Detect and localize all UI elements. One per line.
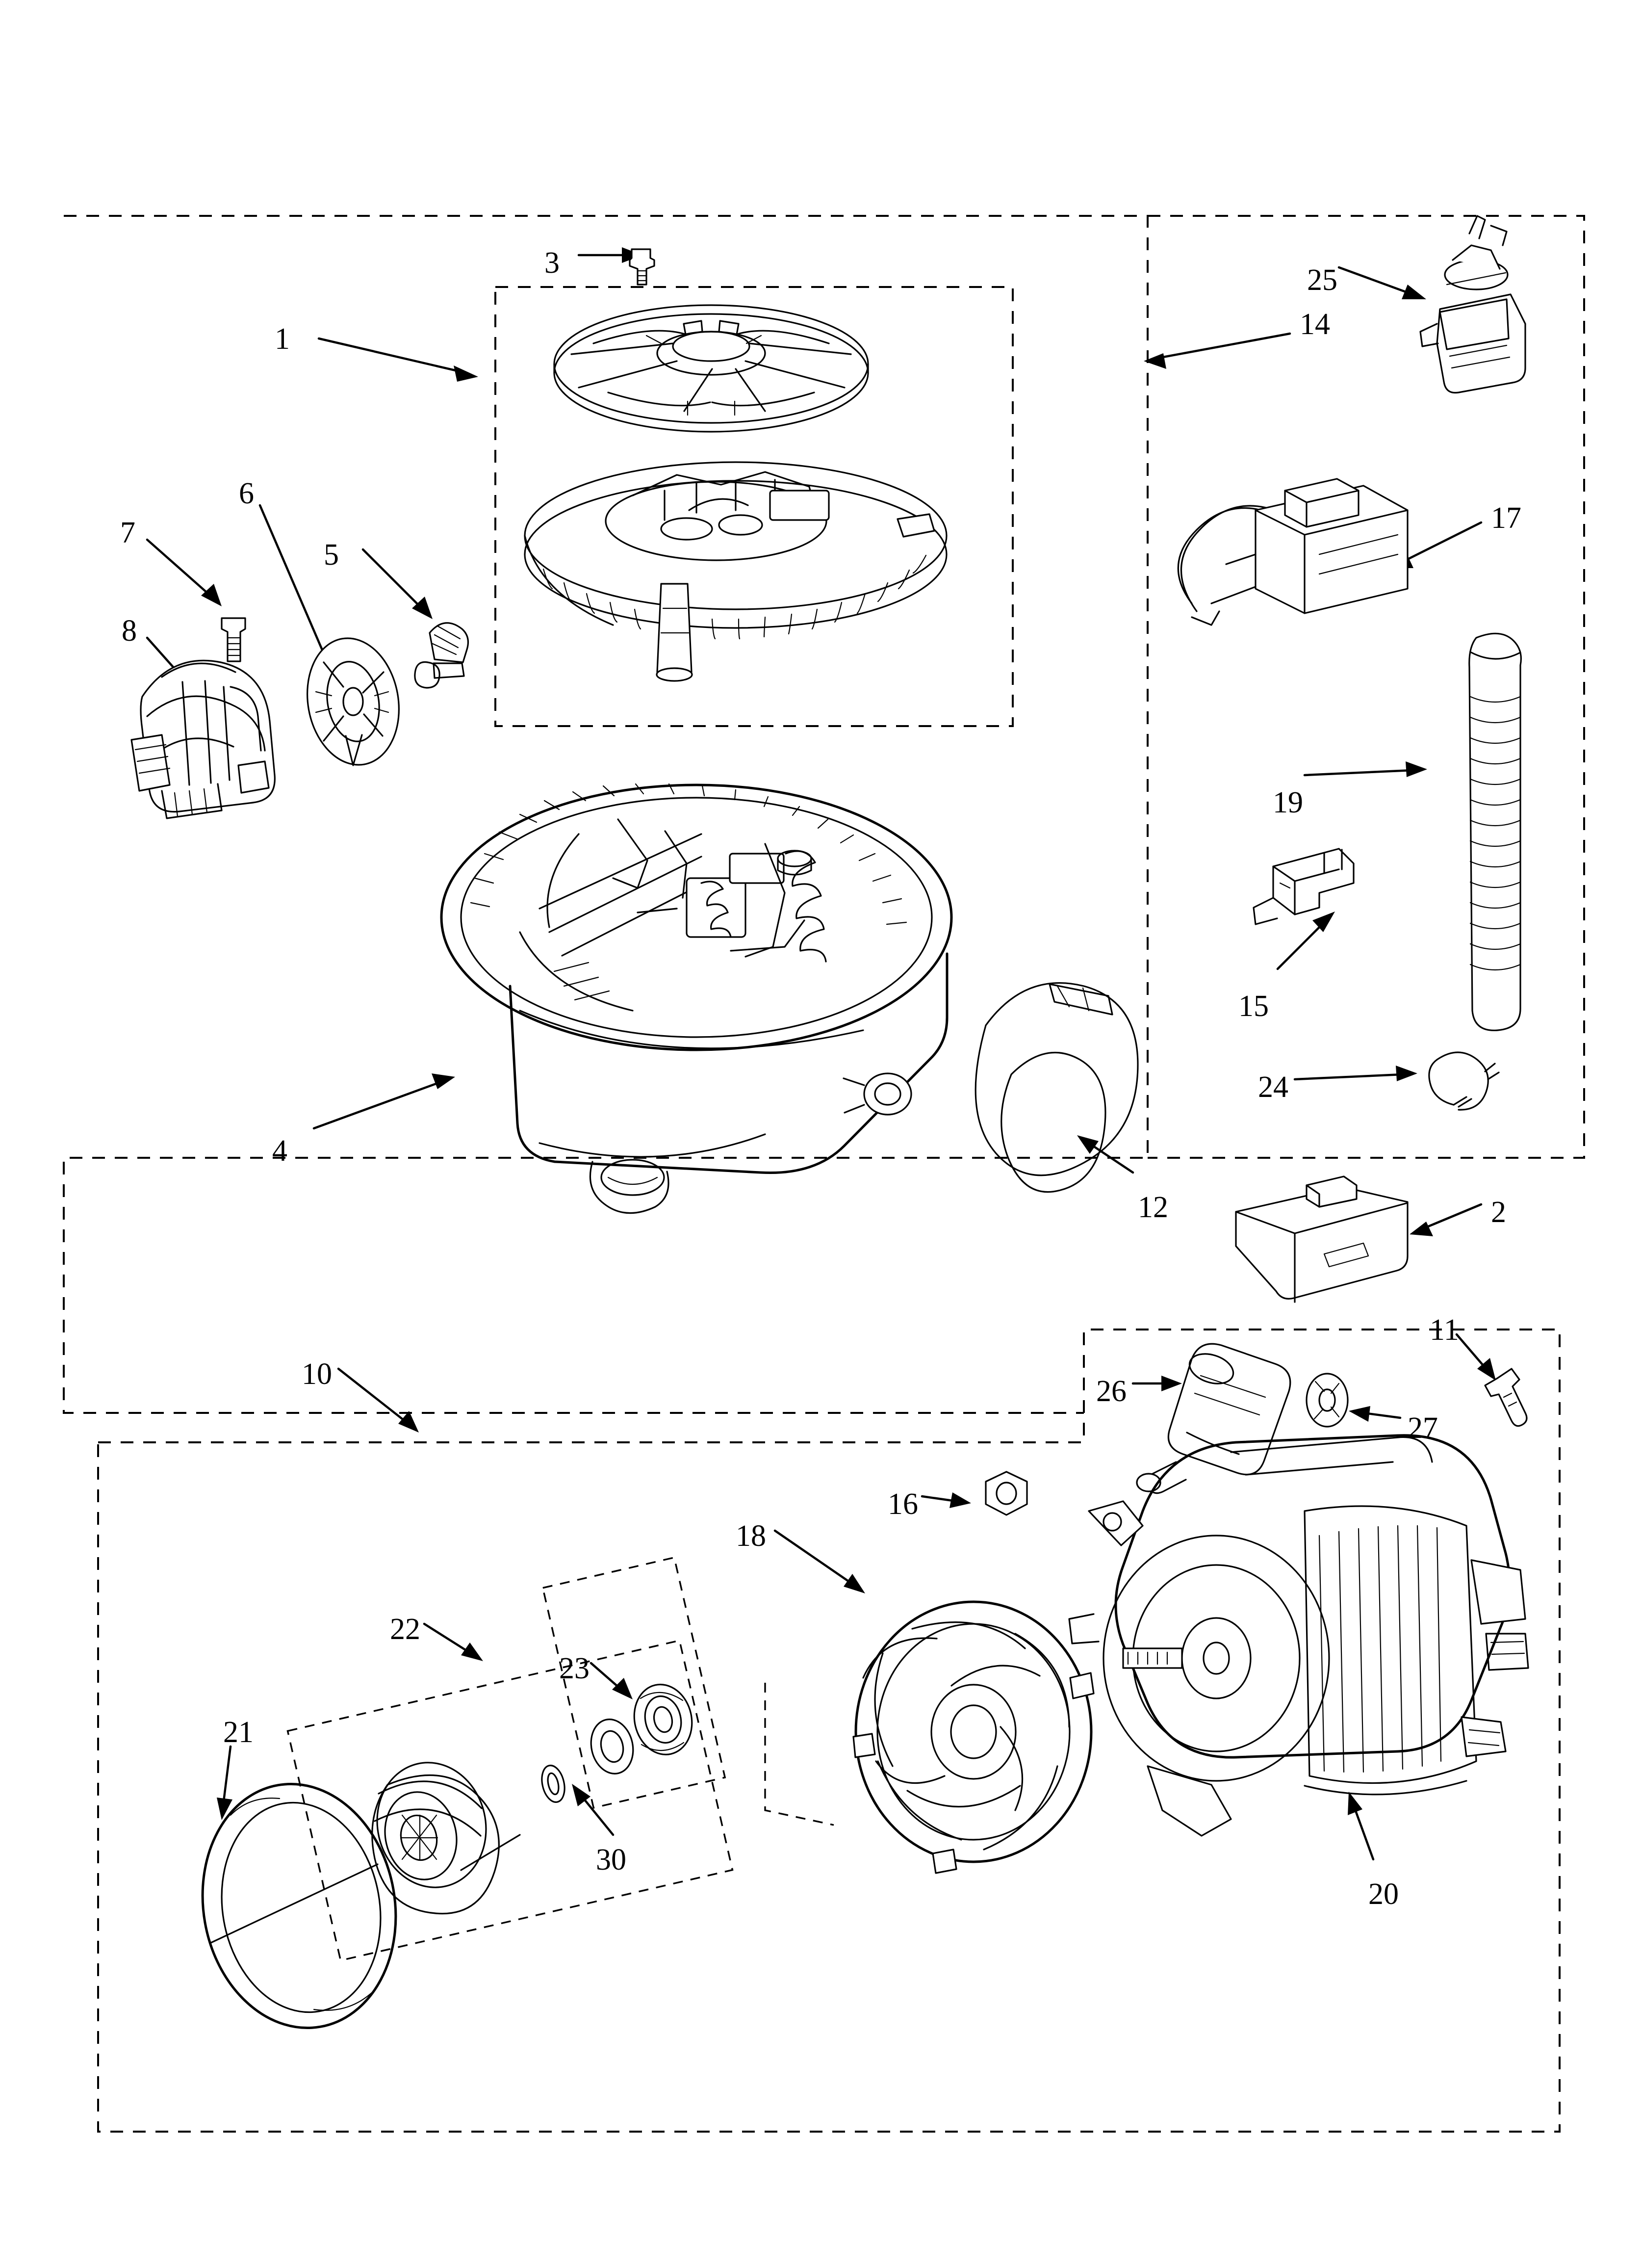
- part-1-upper-spray-support: [554, 305, 868, 432]
- part-19-drain-hose: [1469, 633, 1521, 1030]
- part-5-knob: [415, 623, 468, 688]
- sump-internal-detail: [520, 819, 826, 1011]
- part-26-capacitor: [1137, 1344, 1290, 1493]
- part-7-screw: [222, 618, 245, 661]
- part-21-large-gasket: [184, 1769, 415, 2043]
- group-box-fill-hose: [1148, 216, 1584, 1158]
- motor-lamination-lines: [1319, 1526, 1441, 1772]
- group-box-impeller-bracket: [765, 1683, 834, 1825]
- callout-27: 27: [1408, 1411, 1438, 1445]
- callout-23: 23: [559, 1652, 590, 1685]
- part-8-chopper-housing: [131, 660, 275, 818]
- filter-plate-teeth: [543, 555, 926, 639]
- part-22-impeller-hub: [365, 1752, 520, 1914]
- sump-rim-flutes: [471, 784, 906, 924]
- callout-5: 5: [324, 538, 339, 572]
- part-24-spring-clamp: [1429, 1052, 1499, 1110]
- part-filter-plate: [525, 462, 947, 681]
- group-box-pump-motor: [98, 1330, 1560, 2132]
- callout-6: 6: [239, 477, 254, 510]
- callout-24: 24: [1258, 1070, 1288, 1104]
- callout-20: 20: [1368, 1877, 1399, 1911]
- part-4-sump-assembly: [441, 784, 951, 1213]
- part-20-motor: [1069, 1435, 1528, 1836]
- part-25-inlet-valve: [1420, 216, 1525, 393]
- part-15-hose-clip: [1254, 849, 1354, 924]
- group-box-spray-arm: [495, 287, 1013, 726]
- part-16-nut: [986, 1472, 1027, 1515]
- callout-3: 3: [544, 246, 560, 280]
- callout-26: 26: [1096, 1375, 1127, 1408]
- callout-25: 25: [1307, 263, 1337, 297]
- callout-15: 15: [1238, 990, 1269, 1023]
- callout-14: 14: [1300, 308, 1330, 341]
- callout-10: 10: [302, 1357, 332, 1391]
- part-17-float-switch: [1178, 479, 1408, 625]
- callout-8: 8: [122, 614, 137, 648]
- hose-corrugations: [1470, 697, 1520, 970]
- part-3-screw: [630, 249, 654, 285]
- part-27-washer: [1307, 1374, 1348, 1427]
- part-12-filter-gasket: [975, 983, 1138, 1192]
- group-box-impeller: [288, 1641, 733, 1960]
- callout-21: 21: [223, 1716, 254, 1749]
- callout-30: 30: [596, 1843, 626, 1877]
- callout-4: 4: [272, 1134, 287, 1168]
- part-6-chopper-disc: [298, 631, 409, 772]
- callout-11: 11: [1430, 1313, 1459, 1347]
- callout-22: 22: [390, 1613, 420, 1646]
- callout-12: 12: [1138, 1191, 1168, 1224]
- part-11-screw: [1485, 1369, 1527, 1426]
- callout-2: 2: [1491, 1196, 1506, 1229]
- part-18-impeller: [853, 1602, 1094, 1873]
- leader-lines: [147, 247, 1496, 1859]
- callout-16: 16: [888, 1487, 918, 1521]
- callout-18: 18: [736, 1519, 766, 1553]
- part-23-seal-kit: [539, 1679, 699, 1804]
- callout-17: 17: [1491, 501, 1521, 535]
- callout-7: 7: [120, 516, 135, 549]
- part-2-motor-cover: [1236, 1176, 1408, 1302]
- group-box-main-left: [64, 216, 1148, 1413]
- callout-19: 19: [1273, 786, 1303, 819]
- callout-1: 1: [275, 322, 290, 356]
